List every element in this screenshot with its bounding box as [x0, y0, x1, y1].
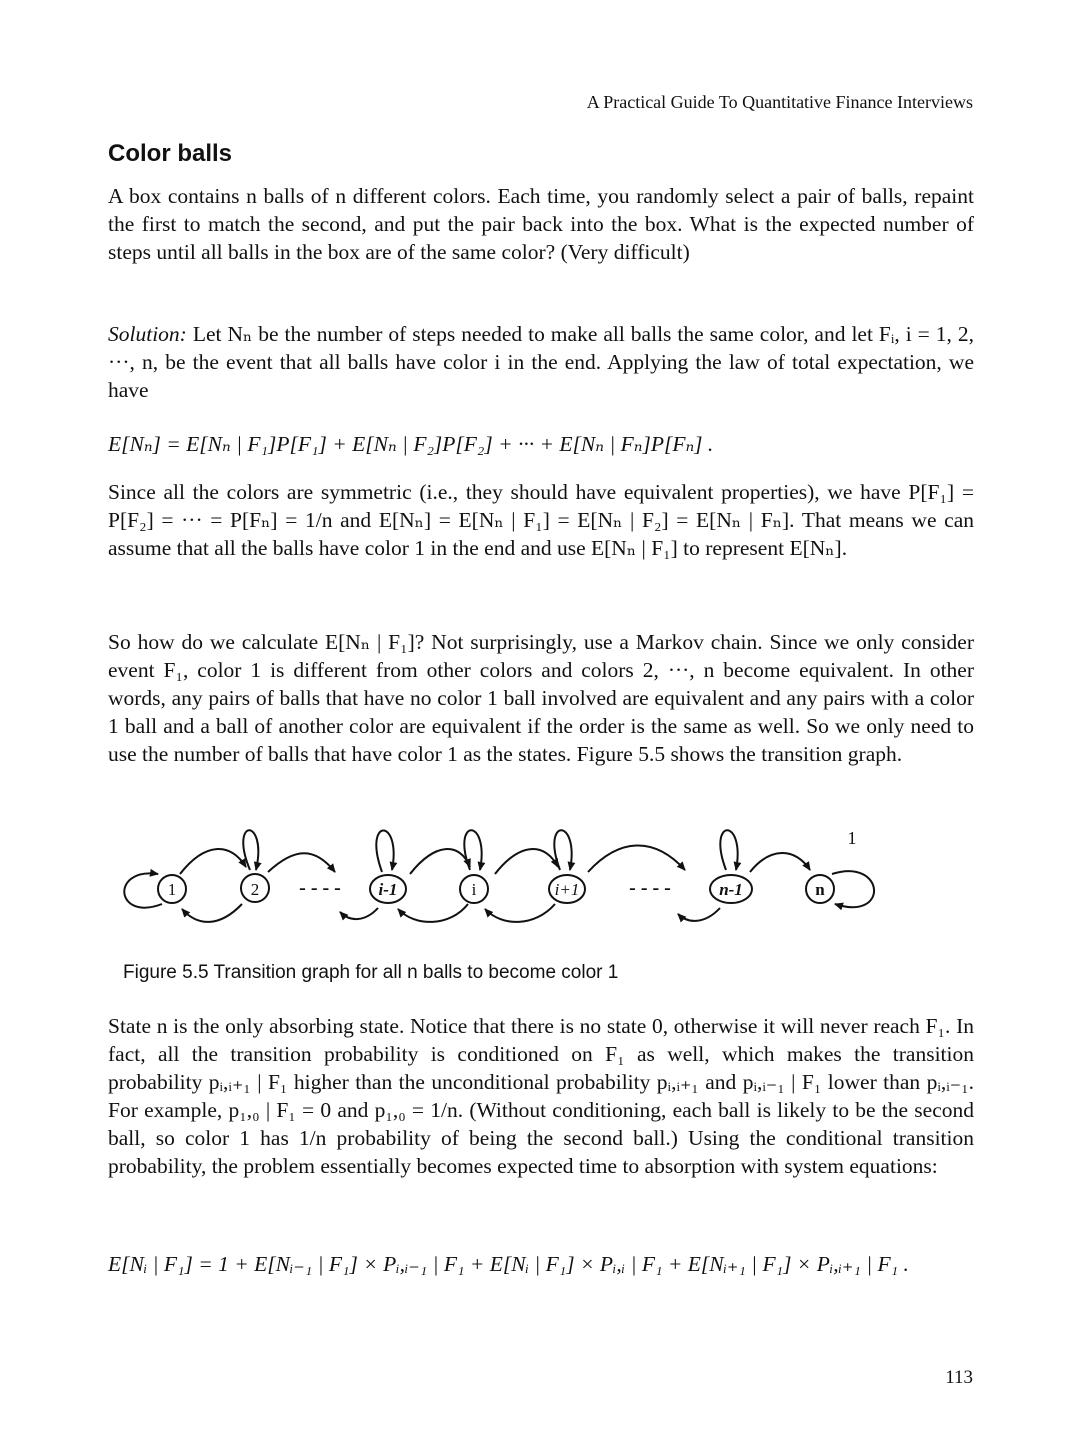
section-title: Color balls — [108, 140, 233, 167]
solution-paragraph-1 — [108, 320, 974, 404]
arrow-i-1-to-i — [410, 849, 470, 874]
state-2-label: 2 — [250, 880, 260, 899]
self-loop-arrow-1 — [124, 873, 162, 907]
arrow-i-to-i+1 — [495, 849, 558, 874]
self-loop-probability-label: 1 — [847, 828, 857, 848]
dashes-right: - - - - — [629, 877, 671, 899]
self-loop-arrow-i — [464, 830, 481, 870]
state-1-label: 1 — [167, 880, 177, 899]
arrow-i+1-to-i — [485, 904, 555, 922]
solution-paragraph-2: Since all the colors are symmetric (i.e., they should have equivalent properties), we have P[F₁] = P[F₂] = ··· = P[Fₙ] = 1/n and E[Nₙ] = E[Nₙ | F₁] = E[Nₙ | F₂] = E[Nₙ | Fₙ]. That means we can assume that all the balls have color 1 in the end and use E[Nₙ | F₁] to represent E[Nₙ]. — [108, 480, 974, 560]
self-loop-arrow-i+1 — [554, 830, 571, 870]
solution-text-1: Let Nₙ be the number of steps needed to make all balls the same color, and let Fᵢ, i = 1, 2, ···, n, be the event that all balls have color i in the end. Applying the law of total expectation, we have — [108, 322, 975, 402]
arrow-n-1-back — [678, 908, 720, 921]
problem-text: A box contains n balls of n different colors. Each time, you randomly select a pair of balls, repaint the first to match the second, and put the pair back into the box. What is the expected number of steps until all balls in the box are of the same color? (Very difficult) — [108, 184, 974, 264]
problem-paragraph — [108, 182, 974, 266]
arrow-n-1-to-n — [750, 853, 810, 872]
arrow-i-to-i-1 — [398, 904, 468, 922]
arrow-i-1-back — [340, 908, 378, 919]
solution-label: Solution: — [108, 322, 187, 346]
arrow-1-to-2 — [180, 849, 246, 874]
solution-paragraph-4: State n is the only absorbing state. Notice that there is no state 0, otherwise it will never reach F₁. In fact, all the transition probability is conditioned on F₁ as well, which makes the transition probability pᵢ,ᵢ₊₁ | F₁ higher than the unconditional probability pᵢ,ᵢ₊₁ and pᵢ,ᵢ₋₁ | F₁ lower than pᵢ,ᵢ₋₁. For example, p₁,₀ | F₁ = 0 and p₁,₀ = 1/n. (Without conditioning, each ball is likely to be the second ball, so color 1 has 1/n probability of being the second ball.) Using the conditional transition probability, the problem essentially becomes expected time to absorption with system equations: — [108, 1014, 974, 1178]
dashes-left: - - - - — [299, 877, 341, 899]
running-header: A Practical Guide To Quantitative Finance Interviews — [586, 92, 973, 112]
self-loop-arrow-n — [832, 871, 874, 907]
arrow-2-forward — [268, 853, 335, 872]
equation-total-expectation: E[Nₙ] = E[Nₙ | F₁]P[F₁] + E[Nₙ | F₂]P[F₂] + ··· + E[Nₙ | Fₙ]P[Fₙ] . — [108, 432, 714, 456]
arrow-i+1-forward — [588, 845, 685, 872]
solution-paragraph-3: So how do we calculate E[Nₙ | F₁]? Not surprisingly, use a Markov chain. Since we only consider event F₁, color 1 is different from other colors and colors 2, ···, n become equivalent. In other words, any pairs of balls that have no color 1 ball involved are equivalent and any pairs with a color 1 ball and a ball of another color are equivalent if the order is the same as well. So we only need to use the number of balls that have color 1 as the states. Figure 5.5 shows the transition graph. — [108, 630, 974, 766]
state-i-1-label: i-1 — [378, 880, 398, 899]
state-n-1-label: n-1 — [719, 880, 743, 899]
state-i-label: i — [471, 880, 477, 899]
state-i+1-label: i+1 — [554, 880, 580, 899]
equation-system: E[Nᵢ | F₁] = 1 + E[Nᵢ₋₁ | F₁] × Pᵢ,ᵢ₋₁ | F₁ + E[Nᵢ | F₁] × Pᵢ,ᵢ | F₁ + E[Nᵢ₊₁ | F₁] × Pᵢ,ᵢ₊₁ | F₁ . — [108, 1252, 909, 1276]
figure-caption: Figure 5.5 Transition graph for all n balls to become color 1 — [123, 962, 619, 983]
self-loop-arrow-2 — [243, 830, 258, 870]
self-loop-arrow-i-1 — [376, 830, 393, 872]
page-number: 113 — [945, 1367, 973, 1388]
transition-graph — [110, 812, 900, 932]
self-loop-arrow-n-1 — [720, 830, 737, 870]
state-n-label: n — [815, 880, 825, 899]
arrow-2-to-1 — [182, 904, 242, 922]
